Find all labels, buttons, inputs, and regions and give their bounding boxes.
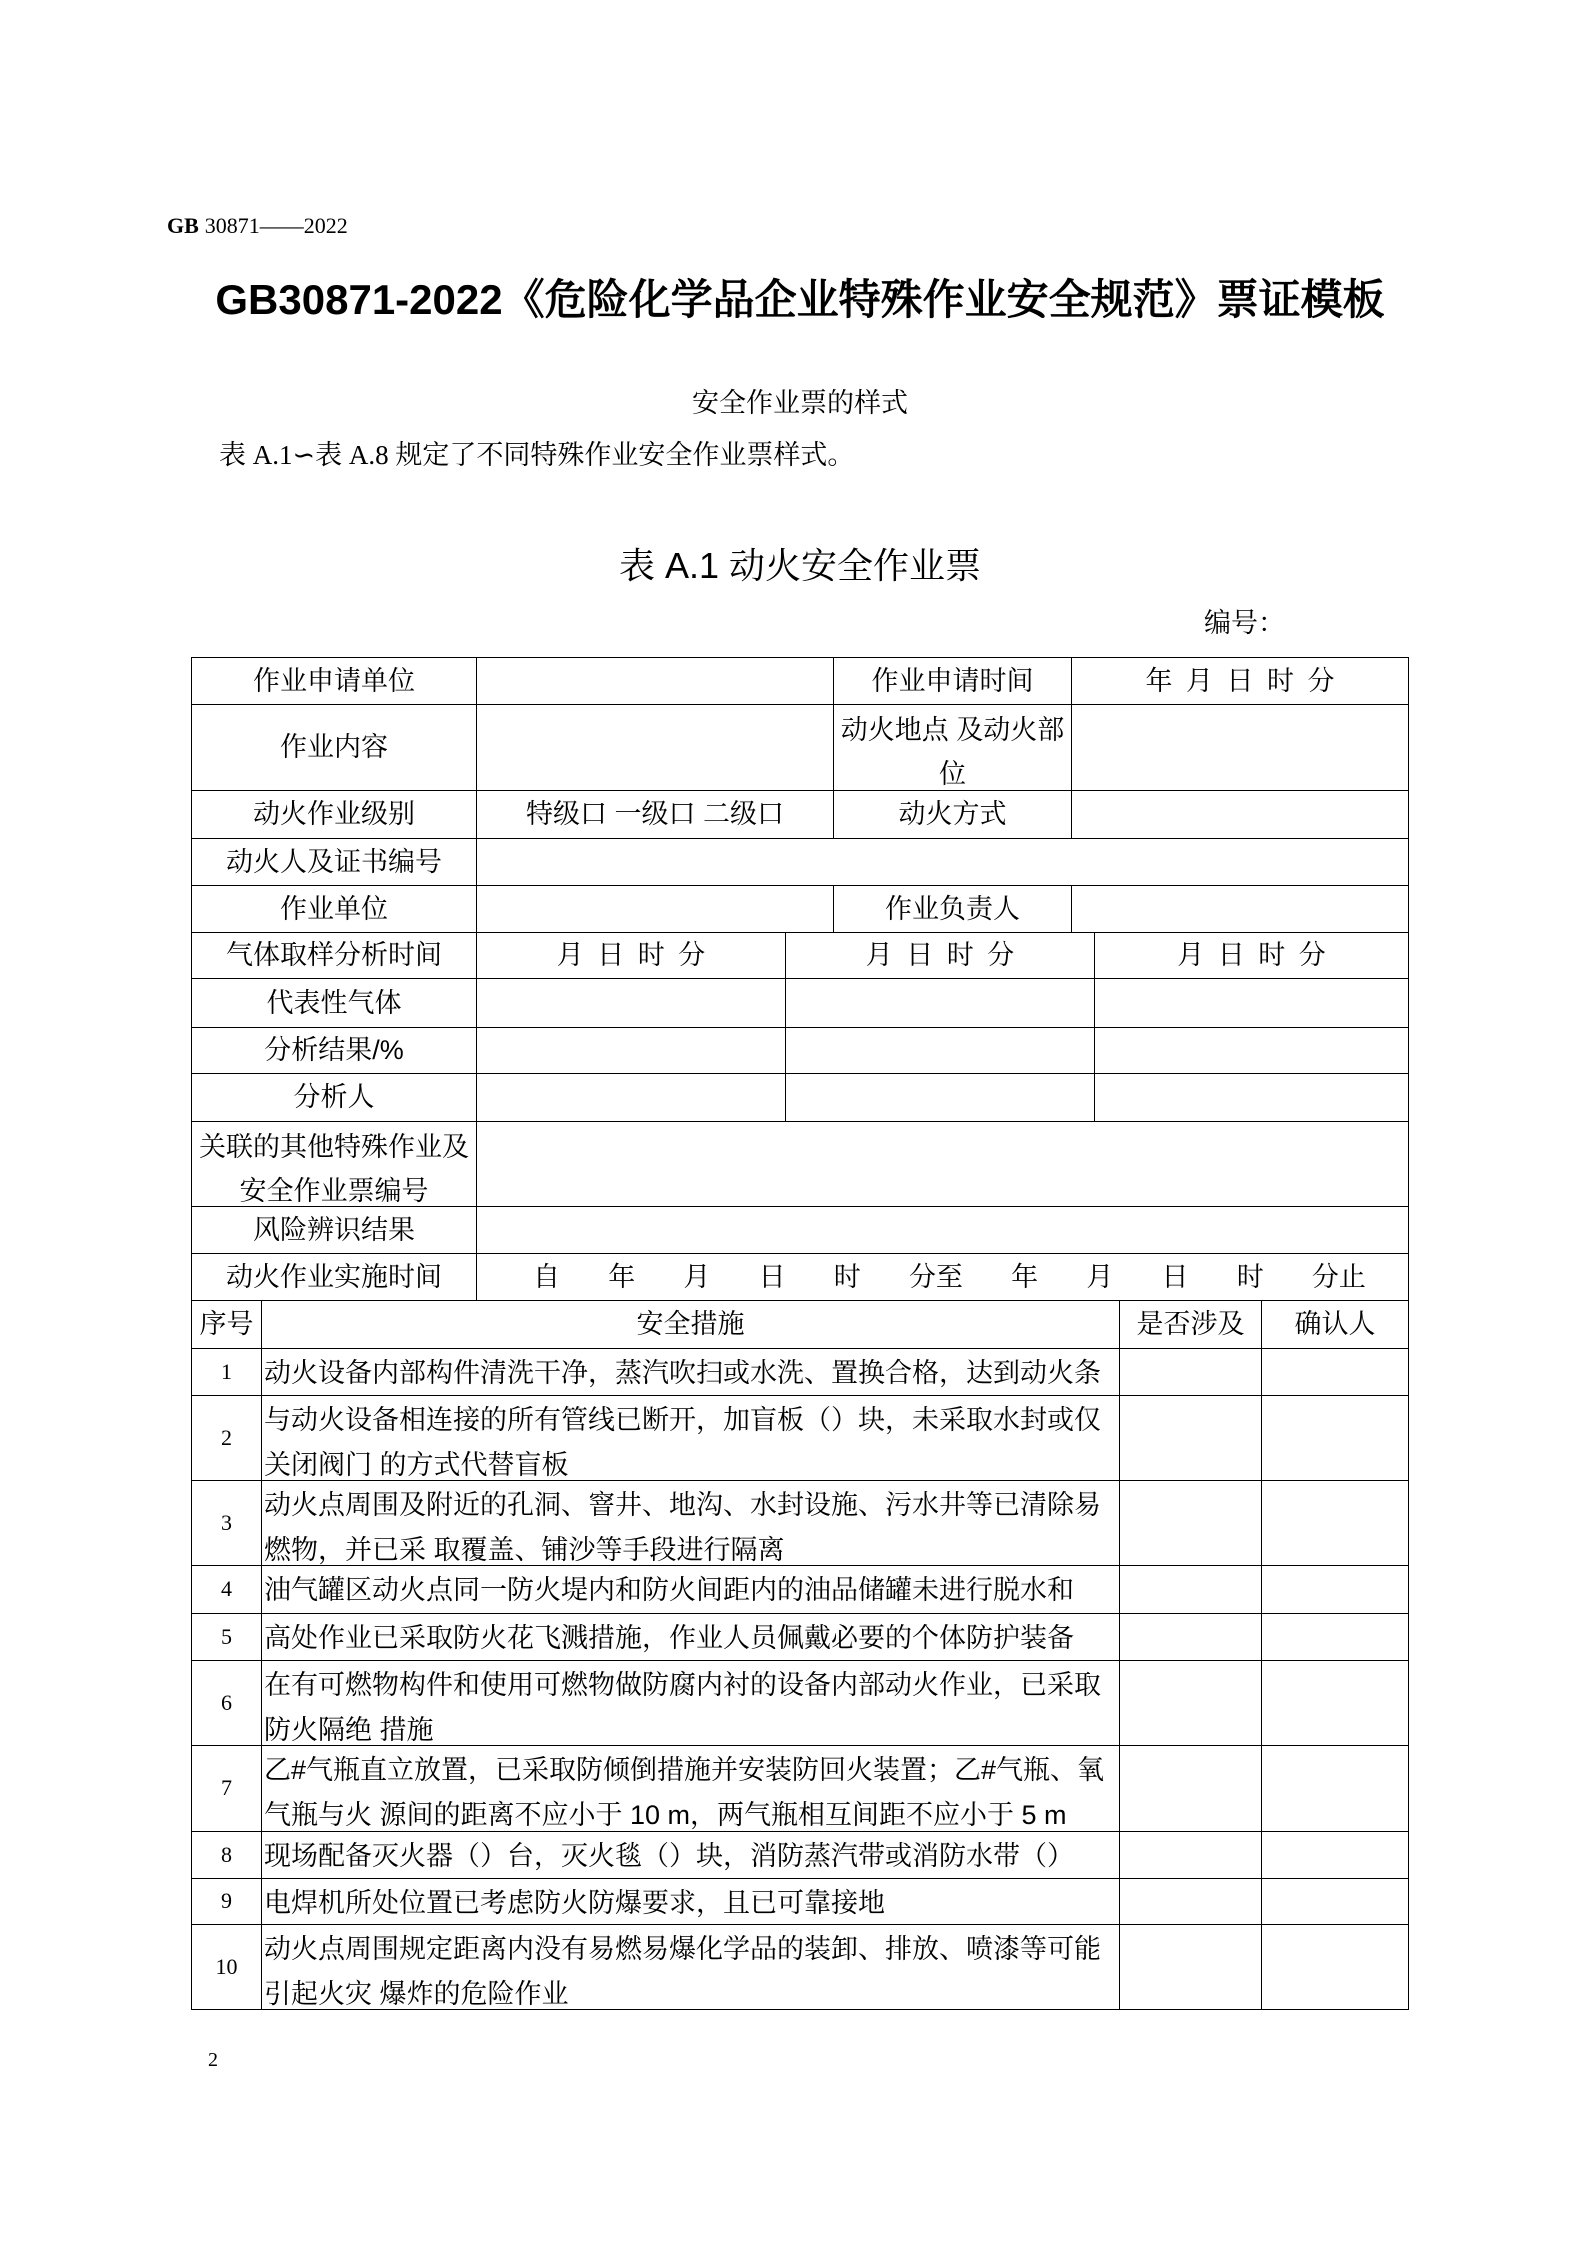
period-token: 时 <box>1236 1261 1264 1292</box>
period-token: 月 <box>1086 1261 1114 1292</box>
measure-no: 7 <box>192 1746 262 1832</box>
measure-text: 高处作业已采取防火花飞溅措施，作业人员佩戴必要的个体防护装备 <box>262 1614 1120 1661</box>
measure-row <box>192 1925 1409 2010</box>
hot-work-permit-table <box>191 657 1409 2010</box>
row-related <box>192 1122 1409 1207</box>
period-token: 自 <box>533 1261 560 1292</box>
row-worker <box>192 839 1409 886</box>
measure-confirmer <box>1262 1566 1409 1614</box>
measure-involved <box>1120 1746 1262 1832</box>
table-title: 表 A.1 动火安全作业票 <box>618 545 982 586</box>
analyst-label: 分析人 <box>192 1074 477 1122</box>
worker-value <box>477 839 1409 886</box>
standard-header <box>167 212 348 240</box>
measure-involved <box>1120 1925 1262 2010</box>
document-title: GB30871-2022《危险化学品企业特殊作业安全规范》票证模板 <box>215 276 1385 323</box>
row-content <box>192 705 1409 791</box>
content-value <box>477 705 834 791</box>
header-confirmer: 确认人 <box>1262 1301 1409 1349</box>
period-token: 分止 <box>1311 1261 1366 1292</box>
period-token: 日 <box>758 1261 786 1292</box>
risk-label: 风险辨识结果 <box>192 1207 477 1254</box>
row-sampling-time <box>192 933 1409 979</box>
apply-time-value: 年 月 日 时 分 <box>1072 658 1409 705</box>
standard-number: 30871——2022 <box>204 213 348 238</box>
period-value <box>477 1254 1409 1301</box>
result-label: 分析结果/% <box>192 1028 477 1074</box>
page-number: 2 <box>208 2049 218 2071</box>
intro-paragraph: 表 A.1∽表 A.8 规定了不同特殊作业安全作业票样式。 <box>219 440 855 470</box>
measure-confirmer <box>1262 1661 1409 1746</box>
measure-row <box>192 1349 1409 1396</box>
measure-no: 5 <box>192 1614 262 1661</box>
row-risk <box>192 1207 1409 1254</box>
measure-text: 动火点周围及附近的孔洞、窨井、地沟、水封设施、污水井等已清除易燃物，并已采 取覆盖、铺沙等手段进行隔离 <box>262 1481 1120 1566</box>
period-token: 分至 <box>908 1261 963 1292</box>
measure-involved <box>1120 1396 1262 1481</box>
measure-text: 乙#气瓶直立放置，已采取防倾倒措施并安装防回火装置；乙#气瓶、氧气瓶与火 源间的距离不应小于 10 m，两气瓶相互间距不应小于 5 m <box>262 1746 1120 1832</box>
result-value-1 <box>477 1028 786 1074</box>
section-title: 安全作业票的样式 <box>692 388 908 418</box>
measure-no: 4 <box>192 1566 262 1614</box>
sampling-time-3: 月 日 时 分 <box>1095 933 1409 979</box>
measure-confirmer <box>1262 1925 1409 2010</box>
measure-confirmer <box>1262 1481 1409 1566</box>
unit-value <box>477 886 834 933</box>
content-label: 作业内容 <box>192 705 477 791</box>
measure-text: 电焊机所处位置已考虑防火防爆要求，且已可靠接地 <box>262 1879 1120 1925</box>
measure-row <box>192 1566 1409 1614</box>
analyst-value-2 <box>786 1074 1095 1122</box>
measure-text: 动火点周围规定距离内没有易燃易爆化学品的装卸、排放、喷漆等可能引起火灾 爆炸的危险作业 <box>262 1925 1120 2010</box>
period-token: 日 <box>1161 1261 1189 1292</box>
standard-prefix: GB <box>167 213 199 238</box>
gas-value-3 <box>1095 979 1409 1028</box>
measure-row <box>192 1614 1409 1661</box>
measure-involved <box>1120 1566 1262 1614</box>
header-no: 序号 <box>192 1301 262 1349</box>
measure-no: 10 <box>192 1925 262 2010</box>
header-measure: 安全措施 <box>262 1301 1120 1349</box>
measure-confirmer <box>1262 1746 1409 1832</box>
gas-value-2 <box>786 979 1095 1028</box>
measure-no: 3 <box>192 1481 262 1566</box>
measure-involved <box>1120 1832 1262 1879</box>
apply-time-label: 作业申请时间 <box>834 658 1072 705</box>
measure-confirmer <box>1262 1879 1409 1925</box>
leader-label: 作业负责人 <box>834 886 1072 933</box>
measure-row <box>192 1832 1409 1879</box>
measure-no: 9 <box>192 1879 262 1925</box>
period-token: 年 <box>1011 1261 1039 1292</box>
measure-involved <box>1120 1481 1262 1566</box>
row-gas <box>192 979 1409 1028</box>
apply-unit-label: 作业申请单位 <box>192 658 477 705</box>
apply-unit-value <box>477 658 834 705</box>
measure-no: 6 <box>192 1661 262 1746</box>
period-label: 动火作业实施时间 <box>192 1254 477 1301</box>
level-label: 动火作业级别 <box>192 791 477 839</box>
measure-no: 1 <box>192 1349 262 1396</box>
measure-text: 油气罐区动火点同一防火堤内和防火间距内的油品储罐未进行脱水和 <box>262 1566 1120 1614</box>
row-unit <box>192 886 1409 933</box>
measure-confirmer <box>1262 1349 1409 1396</box>
row-result <box>192 1028 1409 1074</box>
measure-confirmer <box>1262 1614 1409 1661</box>
measure-row <box>192 1661 1409 1746</box>
period-token: 时 <box>833 1261 861 1292</box>
gas-value-1 <box>477 979 786 1028</box>
level-options: 特级口 一级口 二级口 <box>477 791 834 839</box>
row-application <box>192 658 1409 705</box>
sampling-time-label: 气体取样分析时间 <box>192 933 477 979</box>
sampling-time-1: 月 日 时 分 <box>477 933 786 979</box>
measure-confirmer <box>1262 1396 1409 1481</box>
measure-text: 在有可燃物构件和使用可燃物做防腐内衬的设备内部动火作业，已采取防火隔绝 措施 <box>262 1661 1120 1746</box>
method-label: 动火方式 <box>834 791 1072 839</box>
worker-label: 动火人及证书编号 <box>192 839 477 886</box>
measure-involved <box>1120 1879 1262 1925</box>
row-analyst <box>192 1074 1409 1122</box>
measure-row <box>192 1879 1409 1925</box>
row-level <box>192 791 1409 839</box>
measure-row <box>192 1481 1409 1566</box>
period-token: 月 <box>683 1261 711 1292</box>
method-value <box>1072 791 1409 839</box>
measure-no: 2 <box>192 1396 262 1481</box>
measure-involved <box>1120 1349 1262 1396</box>
measure-row <box>192 1396 1409 1481</box>
measure-no: 8 <box>192 1832 262 1879</box>
result-value-2 <box>786 1028 1095 1074</box>
period-token: 年 <box>608 1261 636 1292</box>
measure-text: 与动火设备相连接的所有管线已断开，加盲板（）块，未采取水封或仅关闭阀门 的方式代替盲板 <box>262 1396 1120 1481</box>
measures-header-row <box>192 1301 1409 1349</box>
analyst-value-3 <box>1095 1074 1409 1122</box>
sampling-time-2: 月 日 时 分 <box>786 933 1095 979</box>
leader-value <box>1072 886 1409 933</box>
header-involved: 是否涉及 <box>1120 1301 1262 1349</box>
related-label: 关联的其他特殊作业及安全作业票编号 <box>192 1122 477 1207</box>
gas-label: 代表性气体 <box>192 979 477 1028</box>
measure-text: 动火设备内部构件清洗干净，蒸汽吹扫或水洗、置换合格，达到动火条 <box>262 1349 1120 1396</box>
measure-involved <box>1120 1614 1262 1661</box>
measure-confirmer <box>1262 1832 1409 1879</box>
serial-number-label: 编号： <box>1204 608 1285 638</box>
unit-label: 作业单位 <box>192 886 477 933</box>
measure-row <box>192 1746 1409 1832</box>
measure-text: 现场配备灭火器（）台，灭火毯（）块，消防蒸汽带或消防水带（） <box>262 1832 1120 1879</box>
risk-value <box>477 1207 1409 1254</box>
location-label: 动火地点 及动火部位 <box>834 705 1072 791</box>
measure-involved <box>1120 1661 1262 1746</box>
row-period <box>192 1254 1409 1301</box>
analyst-value-1 <box>477 1074 786 1122</box>
related-value <box>477 1122 1409 1207</box>
result-value-3 <box>1095 1028 1409 1074</box>
location-value <box>1072 705 1409 791</box>
